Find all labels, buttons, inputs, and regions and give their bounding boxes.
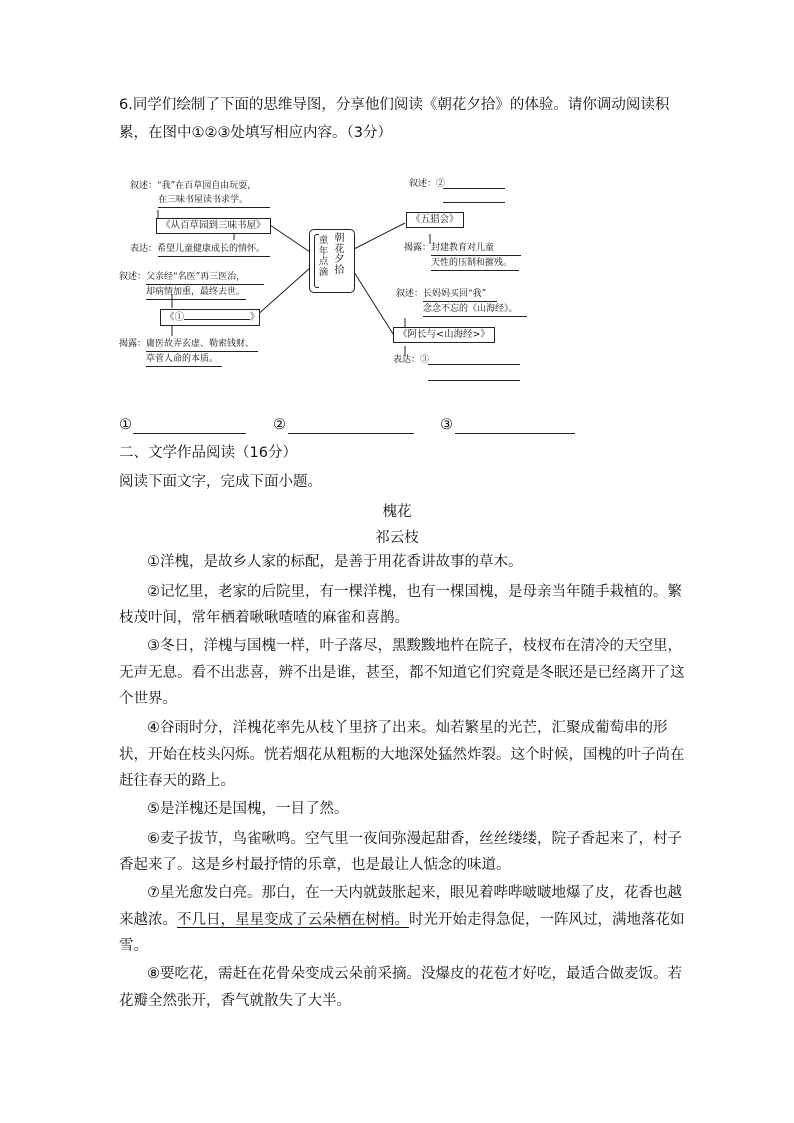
node2-exposure-underline-1: [146, 351, 258, 352]
node2-narrative-1: 叙述：父亲经“名医”再三医治，: [119, 272, 246, 282]
node4-expression: 表达：③: [393, 355, 430, 365]
article-title: 槐花: [382, 504, 412, 520]
node2-title-box: [160, 309, 260, 326]
paragraph-1: ①洋槐，是故乡人家的标配，是善于用花香讲故事的草木。: [147, 554, 523, 570]
section-instruction: 阅读下面文字，完成下面小题。: [119, 474, 322, 490]
paragraph-4-line-3: 赶往春天的路上。: [119, 773, 235, 789]
answer-3-field[interactable]: [455, 433, 575, 434]
paragraph-5: ⑤是洋槐还是国槐，一目了然。: [147, 801, 349, 817]
node2-exposure-underline-2: [146, 366, 222, 367]
answer-2-label: ②: [273, 417, 286, 433]
node3-underline-1: [431, 255, 521, 256]
node2-exposure-1: 揭露：庸医故弄玄虚、勒索钱财、: [119, 339, 255, 349]
center-bracket: [314, 234, 319, 288]
answer-2-field[interactable]: [288, 433, 414, 434]
node1-underline: [158, 207, 270, 208]
node1-title-box: 《从百草园到三味书屋》: [156, 218, 271, 234]
node4-narrative-1: 叙述：长妈妈买回“我”: [396, 289, 487, 299]
node3-exposure-2: 天性的压制和摧残。: [431, 258, 513, 268]
answer-blank-3-line-2: [428, 380, 520, 381]
node1-expression-underline: [158, 256, 270, 257]
paragraph-4-line-1: ④谷雨时分，洋槐花率先从枝丫里挤了出来。灿若繁星的光芒，汇聚成葡萄串的形: [147, 720, 668, 736]
answer-blank-2-line-2: [443, 202, 505, 203]
paragraph-2-line-1: ②记忆里，老家的后院里，有一棵洋槐，也有一棵国槐，是母亲当年随手栽植的。繁: [147, 584, 682, 600]
underlined-sentence: 不几日，星星变成了云朵栖在树梢。: [177, 912, 409, 928]
node1-narrative-1: 叙述：“我”在百草园自由玩耍，: [130, 181, 257, 191]
node4-underline-2: [423, 316, 527, 317]
node3-exposure-1: 揭露：封建教育对儿童: [404, 243, 495, 253]
node2-narrative-2: 却病情加重，最终去世。: [146, 287, 246, 297]
question-line-2: 累，在图中①②③处填写相应内容。（3分）: [119, 125, 392, 141]
node1-expression: 表达：希望儿童健康成长的情怀。: [130, 244, 266, 254]
question-line-1: 6.同学们绘制了下面的思维导图，分享他们阅读《朝花夕拾》的体验。请你调动阅读积: [119, 97, 670, 113]
node2-exposure-2: 草菅人命的本质。: [146, 354, 219, 364]
paragraph-7-line-3: 雪。: [119, 938, 148, 954]
paragraph-7-part-c: 时光开始走得急促，一阵风过，满地落花如: [409, 912, 685, 928]
node4-narrative-2: 念念不忘的《山海经》。: [423, 304, 518, 314]
answer-blank-3-line-1: [428, 364, 520, 365]
answer-blank-2-line-1: [443, 188, 505, 189]
node1-narrative-2: 在三味书屋读书求学。: [158, 195, 249, 205]
node2-underline-1: [146, 284, 264, 285]
paragraph-2-line-2: 枝茂叶间，常年栖着啾啾喳喳的麻雀和喜鹊。: [119, 610, 409, 626]
node2-title-right: 》: [250, 312, 260, 323]
paragraph-4-line-2: 状，开始在枝头闪烁。恍若烟花从粗粝的大地深处猛然炸裂。这个时候，国槐的叶子尚在: [119, 747, 685, 763]
center-subtitle: 童年点滴: [318, 235, 329, 278]
paragraph-7-part-a: 来越浓。: [119, 912, 177, 928]
answer-1-field[interactable]: [133, 433, 246, 434]
answer-3-label: ③: [440, 417, 453, 433]
paragraph-8-line-1: ⑧要吃花，需赶在花骨朵变成云朵前采摘。没爆皮的花苞才好吃，最适合做麦饭。若: [147, 966, 682, 982]
node2-underline-2: [146, 299, 246, 300]
node3-underline-2: [431, 270, 519, 271]
node3-narrative: 叙述：②: [409, 179, 446, 189]
answer-blank-1: [184, 310, 250, 320]
paragraph-3-line-3: 个世界。: [119, 691, 177, 707]
answer-1-label: ①: [119, 417, 132, 433]
node3-title-box: 《五猖会》: [406, 212, 464, 228]
paragraph-6-line-1: ⑥麦子拔节，鸟雀啾鸣。空气里一夜间弥漫起甜香，丝丝缕缕，院子香起来了，村子: [147, 831, 682, 847]
paragraph-8-line-2: 花瓣全然张开，香气就散失了大半。: [119, 993, 351, 1009]
paragraph-7-line-1: ⑦星光愈发白亮。那白，在一天内就鼓胀起来，眼见着哔哔啵啵地爆了皮，花香也越: [147, 885, 682, 901]
paragraph-7-line-2: [119, 910, 685, 930]
center-node: [309, 229, 355, 293]
article-author: 祁云枝: [375, 530, 419, 546]
node4-underline-1: [423, 301, 497, 302]
center-title: 朝花夕拾: [334, 233, 345, 276]
paragraph-3-line-1: ③冬日，洋槐与国槐一样，叶子落尽，黑黢黢地杵在院子，枝杈布在清冷的天空里，: [147, 638, 682, 654]
node4-title-box: 《阿长与<山海经>》: [393, 327, 495, 343]
paragraph-3-line-2: 无声无息。看不出悲喜，辨不出是谁，甚至，都不知道它们究竟是冬眠还是已经离开了这: [119, 665, 685, 681]
section-heading: 二、文学作品阅读（16分）: [119, 445, 297, 461]
node2-title-left: 《①: [165, 312, 185, 323]
paragraph-6-line-2: 香起来了。这是乡村最抒情的乐章，也是最让人惦念的味道。: [119, 857, 511, 873]
